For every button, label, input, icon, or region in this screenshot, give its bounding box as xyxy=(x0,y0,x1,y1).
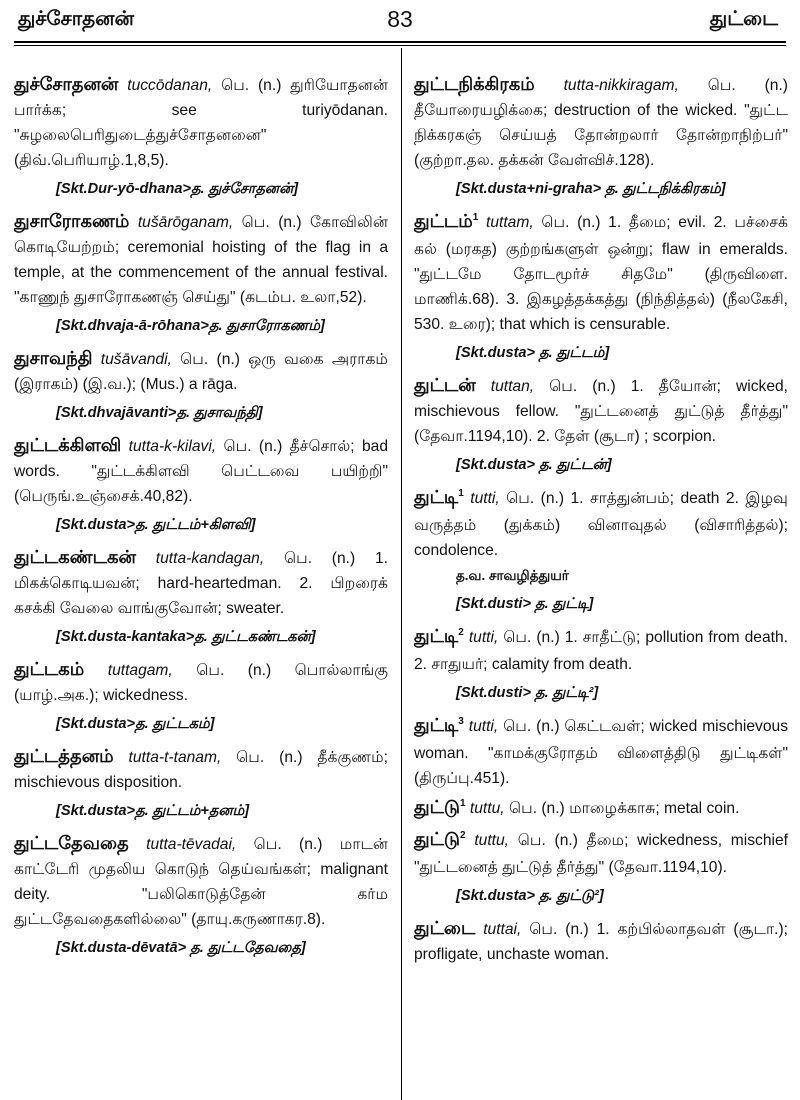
entry-text xyxy=(14,831,388,932)
definition: பெ. (n.) தீச்சொல்; bad words. "துட்டக்கிளவி பெட்டவை பயிற்றி" (பெருங்.உஞ்சைக்.40,82). xyxy=(14,438,389,505)
dictionary-entry xyxy=(414,209,788,366)
etymology: [Skt.dusti> த. துட்டி] xyxy=(456,596,594,612)
transliteration: tutta-kandagan, xyxy=(155,550,265,567)
transliteration: tutta-tēvadai, xyxy=(146,836,237,853)
dictionary-entry xyxy=(414,795,788,823)
definition: பெ. (n.) தீயோரையழிக்கை; destruction of the wicked. "துட்ட நிக்கரகஞ் செய்யத் தோன்றலார் தோன்றாநிற்பர்" (குற்றா.தல. தக்கன் வேள்விச்.128). xyxy=(414,77,788,169)
dictionary-entry xyxy=(14,346,388,426)
etymology: [Skt.dhvajāvanti>த. துசாவந்தி] xyxy=(56,405,263,421)
etymology: [Skt.dusti> த. துட்டி²] xyxy=(456,685,599,701)
headword: துட்டி xyxy=(414,626,459,646)
dictionary-entry xyxy=(14,209,388,339)
header-right-guide-word: துட்டை xyxy=(709,8,778,30)
definition: பெ. (n.) ஒரு வகை அராகம் (இராகம்) (இ.வ.); (Mus.) a rāga. xyxy=(14,351,388,393)
definition: பெ. (n.) மாடன் காட்டேரி முதலிய கொடுந் தெய்வங்கள்; malignant deity. "பலிகொடுத்தேன் கர்ம துட்டதேவதைகளில்லை" (தாயு.கருணாகர.8). xyxy=(14,836,389,928)
etymology: [Skt.dusta-kantaka>த. துட்டகண்டகன்] xyxy=(56,629,316,645)
headword: துட்டு xyxy=(414,829,461,849)
entry-text xyxy=(14,657,388,708)
page-number: 83 xyxy=(387,6,413,32)
transliteration: tuttu, xyxy=(474,832,509,849)
transliteration: tutti, xyxy=(470,490,500,507)
entry-text xyxy=(14,545,388,621)
entry-text xyxy=(414,373,788,449)
entry-text xyxy=(14,346,388,397)
entry-text xyxy=(414,916,788,967)
etymology: [Skt.dusta+ni-graha> த. துட்டநிக்கிரகம்] xyxy=(456,181,726,197)
etymology: [Skt.dusta>த. துட்டகம்] xyxy=(56,716,215,732)
transliteration: tušāvandi, xyxy=(100,351,172,368)
definition: பெ. (n.) 1. கற்பில்லாதவள் (சூடா.); profligate, unchaste woman. xyxy=(414,921,788,963)
right-column xyxy=(414,72,788,971)
dictionary-entry xyxy=(414,624,788,706)
entry-text xyxy=(14,209,388,310)
homonym-number: 3 xyxy=(458,716,464,727)
dictionary-entry xyxy=(414,373,788,478)
entry-text xyxy=(414,624,788,677)
entry-text xyxy=(14,744,388,795)
definition: பெ. (n.) தீக்குணம்; mischievous disposition. xyxy=(14,749,389,791)
dictionary-entry xyxy=(414,72,788,202)
etymology: [Skt.Dur-yō-dhana>த. துச்சோதனன்] xyxy=(56,181,299,197)
definition: பெ. (n.) கெட்டவள்; wicked mischievous woman. "காமக்குரோதம் விளைத்திடு துட்டிகள்" (திருப்பு.451). xyxy=(414,718,788,787)
dictionary-entry xyxy=(14,72,388,202)
etymology: [Skt.dusta>த. துட்டம்+தனம்] xyxy=(56,803,250,819)
entry-text xyxy=(414,713,788,791)
header-rule xyxy=(14,41,786,43)
transliteration: tuccōdanan, xyxy=(127,77,213,94)
transliteration: tutta-t-tanam, xyxy=(128,749,222,766)
homonym-number: 1 xyxy=(458,488,464,499)
entry-text xyxy=(414,209,788,337)
definition: பெ. (n.) 1. தீமை; evil. 2. பச்சைக் கல் (மரகத) குற்றங்களுள் ஒன்று; flaw in emeralds. "துட்டமே தோடமூர்ச் சிதமே" (திருவிளை. மாணிக்.68). 3. இகழத்தக்கத்து (நிந்தித்தல்) (நீலகேசி, 530. உரை); that which is censurable. xyxy=(414,214,788,333)
definition: பெ. (n.) 1. சாத்துன்பம்; death 2. இழவு வருத்தம் (துக்கம்) வினாவுதல் (விசாரித்தல்); condolence. xyxy=(414,490,788,559)
usage-note: த.வ. சாவழித்துயர் xyxy=(456,568,569,583)
headword: துட்டம் xyxy=(414,211,473,231)
transliteration: tutta-nikkiragam, xyxy=(563,77,679,94)
definition: பெ. (n.) பொல்லாங்கு (யாழ்.அக.); wickedness. xyxy=(14,662,389,704)
entry-text xyxy=(14,72,388,173)
dictionary-entry xyxy=(414,485,788,617)
headword: துட்டதேவதை xyxy=(14,833,129,853)
homonym-number: 1 xyxy=(472,212,479,223)
left-column xyxy=(14,72,388,968)
etymology: [Skt.dusta-dēvatā> த. துட்டதேவதை] xyxy=(56,940,306,956)
transliteration: tuttai, xyxy=(483,921,522,938)
entry-text xyxy=(414,485,788,563)
headword: துட்டகண்டகன் xyxy=(14,547,136,567)
transliteration: tuttan, xyxy=(490,378,535,395)
definition: பெ. (n.) துரியோதனன் பார்க்க; see turiyōdanan. "சுழலைபெரிதுடைத்துச்சோதனனை" (திவ்.பெரியாழ்.1,8,5). xyxy=(14,77,388,169)
etymology: [Skt.dusta> த. துட்டு²] xyxy=(456,888,604,904)
headword: துட்டி xyxy=(414,715,459,735)
headword: துட்டு xyxy=(414,797,461,817)
definition: பெ. (n.) கோவிலின் கொடியேற்றம்; ceremonial hoisting of the flag in a temple, at the commencement of the annual festival. "காணுந் துசாரோகணஞ் செய்து" (கடம்ப. உலா,52). xyxy=(14,214,388,306)
entry-text xyxy=(14,433,388,509)
headword: துசாரோகணம் xyxy=(14,211,130,231)
entry-text xyxy=(414,795,788,823)
transliteration: tutti, xyxy=(468,718,499,735)
homonym-number: 1 xyxy=(460,798,466,809)
header-left-guide-word: துச்சோதனன் xyxy=(18,8,134,30)
headword: துசாவந்தி xyxy=(14,348,93,368)
entry-text xyxy=(414,72,788,173)
etymology: [Skt.dusta> த. துட்டன்] xyxy=(456,457,612,473)
definition: பெ. (n.) 1. மிகக்கொடியவன்; hard-heartedman. 2. பிறரைக் கசக்கி வேலை வாங்குவோன்; sweater. xyxy=(14,550,388,617)
homonym-number: 2 xyxy=(460,830,466,841)
definition: பெ. (n.) மாழைக்காசு; metal coin. xyxy=(508,800,740,817)
dictionary-entry xyxy=(14,744,388,824)
definition: பெ. (n.) 1. தீயோன்; wicked, mischievous fellow. "துட்டனைத் துட்டுத் தீர்த்து" (தேவா.1194,10). 2. தேள் (சூடா) ; scorpion. xyxy=(414,378,788,445)
header-rule-thin xyxy=(14,45,786,46)
definition: பெ. (n.) தீமை; wickedness, mischief "துட்டனைத் துட்டுத் தீர்த்து" (தேவா.1194,10). xyxy=(414,832,788,876)
homonym-number: 2 xyxy=(458,627,464,638)
headword: துச்சோதனன் xyxy=(14,74,119,94)
dictionary-entry xyxy=(414,713,788,791)
transliteration: tuttagam, xyxy=(107,662,173,679)
headword: துட்டகம் xyxy=(14,659,85,679)
headword: துட்டை xyxy=(414,918,476,938)
headword: துட்டக்கிளவி xyxy=(14,435,122,455)
transliteration: tuttu, xyxy=(469,800,505,817)
headword: துட்டநிக்கிரகம் xyxy=(414,74,535,94)
headword: துட்டன் xyxy=(414,375,476,395)
dictionary-entry xyxy=(14,545,388,650)
transliteration: tušārōganam, xyxy=(137,214,234,231)
etymology: [Skt.dhvaja-ā-rōhana>த. துசாரோகணம்] xyxy=(56,318,325,334)
transliteration: tutti, xyxy=(468,629,499,646)
etymology: [Skt.dusta> த. துட்டம்] xyxy=(456,345,610,361)
transliteration: tuttam, xyxy=(486,214,534,231)
dictionary-entry xyxy=(14,831,388,961)
dictionary-entry xyxy=(14,657,388,737)
definition: பெ. (n.) 1. சாதீட்டு; pollution from death. 2. சாதுயர்; calamity from death. xyxy=(414,629,788,673)
etymology: [Skt.dusta>த. துட்டம்+கிளவி] xyxy=(56,517,256,533)
dictionary-entry xyxy=(414,827,788,909)
transliteration: tutta-k-kilavi, xyxy=(128,438,217,455)
headword: துட்டத்தனம் xyxy=(14,746,114,766)
dictionary-entry xyxy=(14,433,388,538)
dictionary-entry xyxy=(414,916,788,967)
column-divider xyxy=(401,48,402,1100)
entry-text xyxy=(414,827,788,880)
headword: துட்டி xyxy=(414,487,459,507)
